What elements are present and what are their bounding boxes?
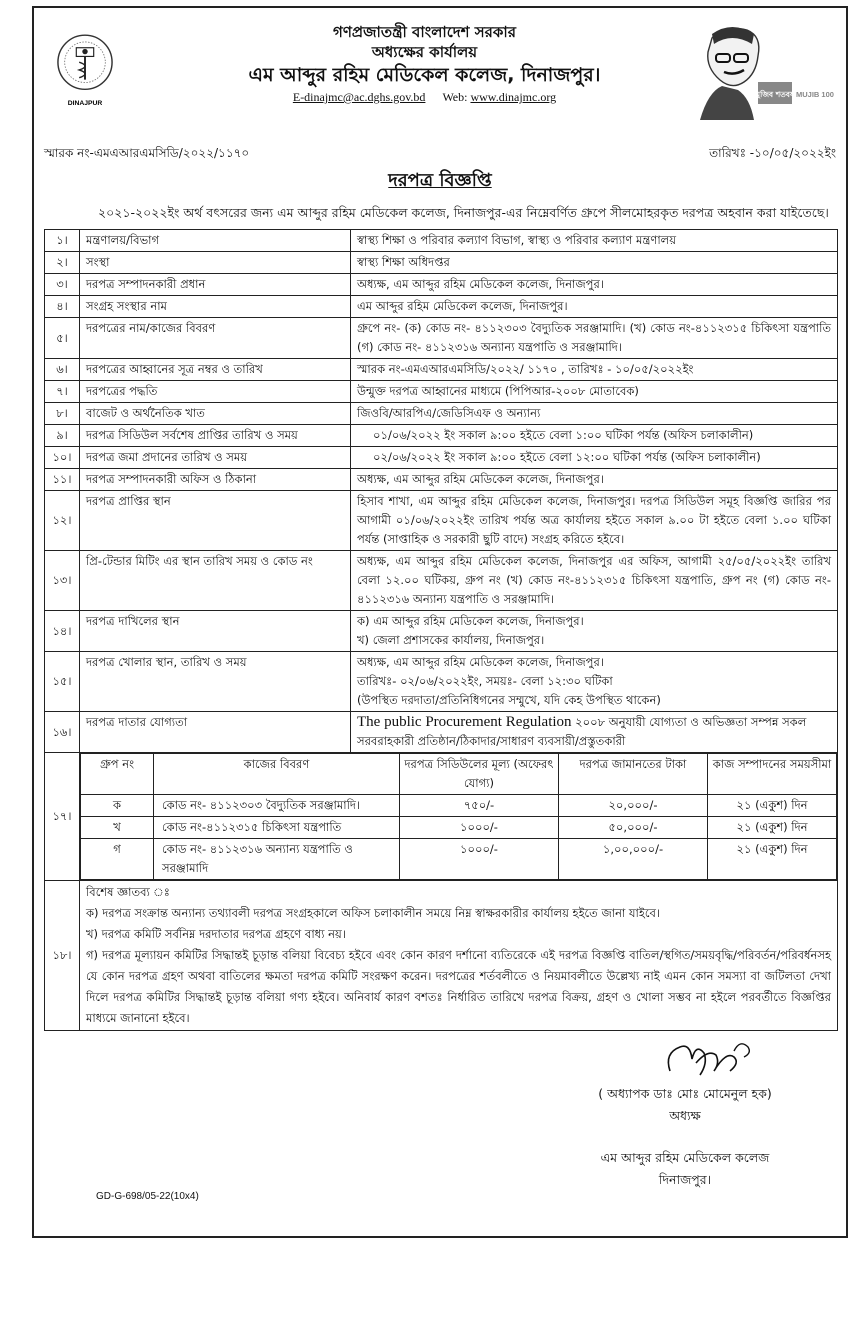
- note-item: ক) দরপত্র সংক্রান্ত অন্যান্য তথ্যাবলী দরপত্র সংগ্রহকালে অফিস চলাকালীন সময়ে নিম্ন স্বাক্ষরকারীর কার্যালয় হইতে জানা যাইবে।: [86, 906, 661, 920]
- table-row: [45, 469, 838, 491]
- table-row: [45, 296, 838, 318]
- row-value-line: [357, 713, 831, 732]
- signature-block: [560, 1035, 810, 1127]
- mujib-100-emblem-icon: [694, 20, 834, 124]
- table-row: [45, 447, 838, 469]
- row-number: ১।: [45, 230, 80, 252]
- row-number: ৬।: [45, 359, 80, 381]
- row-value-line: হিসাব শাখা, এম আব্দুর রহিম মেডিকেল কলেজ, দিনাজপুর। দরপত্র সিডিউল সমূহ বিজ্ঞপ্তি জারির পর আগামী ০১/০৬/২০২২ইং তারিখ পর্যন্ত অত্র কার্যালয় হইতে সকাল ৯.০০ টা হইতে বেলা ১.০০ ঘটিকা পর্যন্ত (সাপ্তাহিক ও সরকারী ছুটি বাদে) সংগ্রহ করিতে হইবে।: [357, 494, 831, 546]
- row-value-line: সরবরাহকারী প্রতিষ্ঠান/ঠিকাদার/সাধারণ ব্যবসায়ী/প্রস্তুতকারী: [357, 734, 626, 748]
- table-row: [45, 425, 838, 447]
- logo-city-text: DINAJPUR: [67, 99, 103, 107]
- row-value: [351, 469, 838, 491]
- row-value-line: স্বাস্থ্য শিক্ষা ও পরিবার কল্যাণ বিভাগ, স্বাস্থ্য ও পরিবার কল্যাণ মন্ত্রণালয়: [357, 233, 677, 247]
- memo-line: [44, 142, 836, 164]
- row-value: [351, 551, 838, 611]
- table-row: [45, 611, 838, 652]
- table-row: [45, 359, 838, 381]
- notes-cell: [80, 881, 838, 1031]
- row-label: দরপত্র সম্পাদনকারী প্রধান: [80, 274, 351, 296]
- row-value-line: উন্মুক্ত দরপত্র আহ্বানের মাধ্যমে (পিপিআর-২০০৮ মোতাবেক): [357, 384, 639, 398]
- table-row: [45, 274, 838, 296]
- row-number: ৪।: [45, 296, 80, 318]
- notice-border: [32, 6, 848, 1238]
- group-header-cell: দরপত্র জামানতের টাকা: [559, 754, 708, 795]
- row-value: [351, 274, 838, 296]
- signatory-city: দিনাজপুর।: [658, 1172, 712, 1187]
- letterhead: [162, 22, 687, 106]
- row-value-line: অধ্যক্ষ, এম আব্দুর রহিম মেডিকেল কলেজ, দিনাজপুর।: [357, 472, 604, 486]
- row-number: ১২।: [45, 491, 80, 551]
- govt-name: গণপ্রজাতন্ত্রী বাংলাদেশ সরকার: [333, 23, 516, 41]
- institution-name: এম আব্দুর রহিম মেডিকেল কলেজ, দিনাজপুর।: [248, 64, 601, 86]
- table-row: [45, 318, 838, 359]
- college-logo-icon: [56, 25, 114, 113]
- notes-heading: বিশেষ জ্ঞাতব্য ঃ: [86, 885, 170, 899]
- signatory-institution: এম আব্দুর রহিম মেডিকেল কলেজ: [600, 1150, 770, 1165]
- tender-details-table: [44, 229, 838, 1031]
- row-number: ১৮।: [45, 881, 80, 1031]
- schedule-fee: ১০০০/-: [400, 817, 559, 839]
- row-value: [351, 652, 838, 712]
- row-label: দরপত্রের পদ্ধতি: [80, 381, 351, 403]
- row-value-line: ০১/০৬/২০২২ ইং সকাল ৯:০০ হইতে বেলা ১:০০ ঘটিকা পর্যন্ত (অফিস চলাকালীন): [373, 428, 754, 442]
- row-label: দরপত্রের নাম/কাজের বিবরণ: [80, 318, 351, 359]
- signatory-designation: অধ্যক্ষ: [669, 1108, 701, 1123]
- row-value-line: অধ্যক্ষ, এম আব্দুর রহিম মেডিকেল কলেজ, দিনাজপুর।: [357, 277, 604, 291]
- row-value-line: অধ্যক্ষ, এম আব্দুর রহিম মেডিকেল কলেজ, দিনাজপুর।: [357, 655, 604, 669]
- row-value: [351, 318, 838, 359]
- row-value: [351, 447, 838, 469]
- row-number: ১১।: [45, 469, 80, 491]
- row-label: সংগ্রহ সংস্থার নাম: [80, 296, 351, 318]
- row-value: [351, 252, 838, 274]
- row-number: ৩।: [45, 274, 80, 296]
- row-number: ৮।: [45, 403, 80, 425]
- security-amount: ১,০০,০০০/-: [559, 839, 708, 880]
- row-value-line: ক) এম আব্দুর রহিম মেডিকেল কলেজ, দিনাজপুর।: [357, 614, 584, 628]
- row-value-line: অধ্যক্ষ, এম আব্দুর রহিম মেডিকেল কলেজ, দিনাজপুর এর অফিস, আগামী ২৫/০৫/২০২২ইং তারিখ বেলা ১২.০০ ঘটিকয়, গ্রুপ নং (খ) কোড নং-৪১১২৩১৫ চিকিৎসা যন্ত্রপাতি, গ্রুপ নং (গ) কোড নং- ৪১১২৩১৬ অন্যান্য যন্ত্রপাতি ও সরঞ্জামাদি।: [357, 554, 831, 606]
- row-value: [351, 359, 838, 381]
- row-number: ১৬।: [45, 712, 80, 753]
- table-row-notes: [45, 881, 838, 1031]
- table-row: [45, 381, 838, 403]
- row-value: [351, 712, 838, 753]
- row-label: বাজেট ও অর্থনৈতিক খাত: [80, 403, 351, 425]
- row-value-line: স্বাস্থ্য শিক্ষা অধিদপ্তর: [357, 255, 450, 269]
- row-label: দরপত্রের আহ্বানের সূত্র নম্বর ও তারিখ: [80, 359, 351, 381]
- row-value: [351, 611, 838, 652]
- row-label: দরপত্র দাখিলের স্থান: [80, 611, 351, 652]
- row-number: ১০।: [45, 447, 80, 469]
- table-row: [45, 712, 838, 753]
- row-value-line: এম আব্দুর রহিম মেডিকেল কলেজ, দিনাজপুর।: [357, 299, 568, 313]
- table-row: [45, 403, 838, 425]
- row-number: ১৪।: [45, 611, 80, 652]
- mujib-en-text: MUJIB 100: [796, 90, 834, 99]
- schedule-fee: ১০০০/-: [400, 839, 559, 880]
- group-row: [81, 795, 837, 817]
- group-header-cell: দরপত্র সিডিউলের মূল্য (অফেরৎ যোগ্য): [400, 754, 559, 795]
- notice-date: তারিখঃ -১০/০৫/২০২২ইং: [709, 146, 836, 160]
- group-header-cell: কাজ সম্পাদনের সময়সীমা: [708, 754, 837, 795]
- row-number: ১৭।: [45, 753, 80, 881]
- row-value: [351, 381, 838, 403]
- group-row: [81, 817, 837, 839]
- row-label: দরপত্র সিডিউল সর্বশেষ প্রাপ্তির তারিখ ও সময়: [80, 425, 351, 447]
- row-value-line: (উপস্থিত দরদাতা/প্রতিনিধিগনের সম্মুখে, যদি কেহ উপস্থিত থাকেন): [357, 693, 661, 707]
- completion-time: ২১ (একুশ) দিন: [708, 839, 837, 880]
- note-item: খ) দরপত্র কমিটি সর্বনিম্ন দরদাতার দরপত্র গ্রহণে বাধ্য নয়।: [86, 927, 346, 941]
- regulation-rest: ২০০৮ অনুযায়ী যোগ্যতা ও অভিজ্ঞতা সম্পন্ন সকল: [571, 715, 807, 729]
- signature-area: [34, 1035, 846, 1147]
- row-value-line: ০২/০৬/২০২২ ইং সকাল ৯:০০ হইতে বেলা ১২:০০ ঘটিকা পর্যন্ত (অফিস চলাকালীন): [373, 450, 761, 464]
- row-value: [351, 296, 838, 318]
- completion-time: ২১ (একুশ) দিন: [708, 817, 837, 839]
- table-row: [45, 551, 838, 611]
- group-header-cell: গ্রুপ নং: [81, 754, 154, 795]
- website-link[interactable]: www.dinajmc.org: [470, 90, 557, 104]
- group-header-cell: কাজের বিবরণ: [154, 754, 400, 795]
- row-value: [351, 403, 838, 425]
- row-value-line: স্মারক নং-এমএআরএমসিডি/২০২২/ ১১৭০ , তারিখঃ - ১০/০৫/২০২২ইং: [357, 362, 694, 376]
- note-item: গ) দরপত্র মূল্যায়ন কমিটির সিদ্ধান্তই চূড়ান্ত বলিয়া বিবেচ্য হইবে এবং কোন কারণ দর্শানো ব্যতিরেকে এই দরপত্র বিজ্ঞপ্তি বাতিল/স্থগিত/সময়বৃদ্ধি/পরিবর্তন/পরিবর্ধনসহ যে কোন দরপত্র গ্রহণ অথবা বাতিলের ক্ষমতা দরপত্র কমিটি সংরক্ষণ করেন। দরপত্রের শর্তবলীতে ও নিয়মাবলীতে উল্লেখ্য নাই এমন কোন সমস্যা বা জটিলতা দেখা দিলে দরপত্র কমিটির সিদ্ধান্তই চূড়ান্ত বলিয়া গণ্য হইবে। অনিবার্য কারণ বশতঃ নির্ধারিত তারিখে দরপত্র বিক্রয়, গ্রহণ ও খোলা সম্ভব না হইলে পরবর্তীতে বিজ্ঞপ্তির মাধ্যমে জানানো হইবে।: [86, 948, 831, 1025]
- group-letter: গ: [81, 839, 154, 880]
- group-row: [81, 839, 837, 880]
- row-value-line: গ্রুপে নং- (ক) কোড নং- ৪১১২৩০৩ বৈদ্যুতিক সরঞ্জামাদি। (খ) কোড নং-৪১১২৩১৫ চিকিৎসা যন্ত্রপাতি (গ) কোড নং- ৪১১২৩১৬ অন্যান্য যন্ত্রপাতি ও সরঞ্জামাদি।: [357, 321, 831, 354]
- table-row: [45, 491, 838, 551]
- row-value-line: তারিখঃ- ০২/০৬/২০২২ইং, সময়ঃ- বেলা ১২:৩০ ঘটিকা: [357, 674, 613, 688]
- header-area: [34, 8, 846, 142]
- group-table-cell: [80, 753, 838, 881]
- group-letter: খ: [81, 817, 154, 839]
- security-amount: ২০,০০০/-: [559, 795, 708, 817]
- row-value-line: জিওবি/আরপিএ/জেডিসিএফ ও অন্যান্য: [357, 406, 541, 420]
- row-label: সংস্থা: [80, 252, 351, 274]
- row-number: ৯।: [45, 425, 80, 447]
- group-table-header: [81, 754, 837, 795]
- group-description: কোড নং- ৪১১২৩০৩ বৈদ্যুতিক সরঞ্জামাদি।: [154, 795, 400, 817]
- regulation-name: The public Procurement Regulation: [357, 714, 572, 730]
- table-row: [45, 230, 838, 252]
- footer-row: [34, 1191, 846, 1211]
- group-description: কোড নং- ৪১১২৩১৬ অন্যান্য যন্ত্রপাতি ও সরঞ্জামাদি: [154, 839, 400, 880]
- contact-line: [162, 88, 687, 106]
- row-label: দরপত্র খোলার স্থান, তারিখ ও সময়: [80, 652, 351, 712]
- email-link[interactable]: E-dinajmc@ac.dghs.gov.bd: [292, 90, 426, 104]
- row-number: ১৩।: [45, 551, 80, 611]
- row-value: [351, 230, 838, 252]
- group-description: কোড নং-৪১১২৩১৫ চিকিৎসা যন্ত্রপাতি: [154, 817, 400, 839]
- row-value: [351, 425, 838, 447]
- row-number: ১৫।: [45, 652, 80, 712]
- signature-block-lower: [560, 1147, 810, 1191]
- row-label: দরপত্র সম্পাদনকারী অফিস ও ঠিকানা: [80, 469, 351, 491]
- group-letter: ক: [81, 795, 154, 817]
- row-number: ৭।: [45, 381, 80, 403]
- signatory-name: ( অধ্যাপক ডাঃ মোঃ মোমেনুল হক): [598, 1086, 772, 1101]
- office-name: অধ্যক্ষের কার্যালয়: [371, 43, 478, 61]
- row-number: ৫।: [45, 318, 80, 359]
- table-row: [45, 652, 838, 712]
- row-number: ২।: [45, 252, 80, 274]
- page-title: দরপত্র বিজ্ঞপ্তি: [388, 170, 492, 191]
- page-title-wrap: [34, 166, 846, 197]
- row-value: [351, 491, 838, 551]
- intro-paragraph: ২০২১-২০২২ইং অর্থ বৎসরের জন্য এম আব্দুর রহিম মেডিকেল কলেজ, দিনাজপুর-এর নিম্নেবর্ণিত গ্রুপে সীলমোহরকৃত দরপত্র অহবান করা যাইতেছে।: [98, 205, 829, 220]
- mujib-bn-text: মুজিব শতবর্ষ: [755, 90, 795, 99]
- security-amount: ৫০,০০০/-: [559, 817, 708, 839]
- tender-details-body: [45, 230, 838, 1031]
- table-row: [45, 252, 838, 274]
- row-label: দরপত্র দাতার যোগ্যতা: [80, 712, 351, 753]
- memo-number: স্মারক নং-এমএআরএমসিডি/২০২২/১১৭০: [44, 146, 250, 160]
- table-row-groups: [45, 753, 838, 881]
- row-label: দরপত্র প্রাপ্তির স্থান: [80, 491, 351, 551]
- row-label: প্রি-টেন্ডার মিটিং এর স্থান তারিখ সময় ও কোড নং: [80, 551, 351, 611]
- row-value-line: খ) জেলা প্রশাসকের কার্যালয়, দিনাজপুর।: [357, 633, 545, 647]
- group-table: [80, 753, 837, 880]
- row-label: মন্ত্রণালয়/বিভাগ: [80, 230, 351, 252]
- schedule-fee: ৭৫০/-: [400, 795, 559, 817]
- completion-time: ২১ (একুশ) দিন: [708, 795, 837, 817]
- web-label: Web:: [442, 90, 468, 104]
- row-label: দরপত্র জমা প্রদানের তারিখ ও সময়: [80, 447, 351, 469]
- footer-code: GD-G-698/05-22(10x4): [96, 1191, 199, 1202]
